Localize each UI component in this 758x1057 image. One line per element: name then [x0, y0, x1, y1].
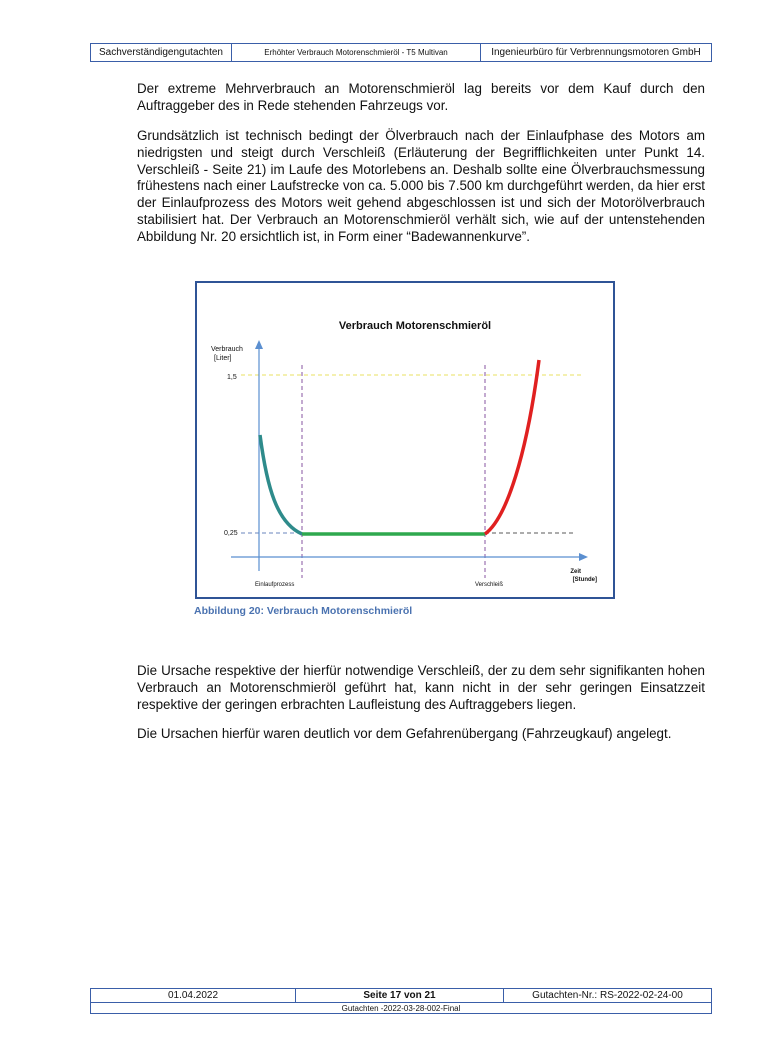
- x-axis-arrow: [579, 553, 588, 561]
- y-tick-lower: 0,25: [224, 530, 238, 537]
- footer-page-number: Seite 17 von 21: [296, 989, 504, 1002]
- bathtub-chart: [197, 283, 613, 597]
- page-header: [90, 43, 712, 62]
- paragraph-2: Grundsätzlich ist technisch bedingt der Ölverbrauch nach der Einlaufphase des Motors am niedrigsten und steigt durch Verschleiß (Erläuterung der Begrifflichkeiten unter Punkt 14. Verschleiß - Seite 21) im Laufe des Motorlebens an. Deshalb sollte eine Ölverbrauchsmessung frühestens nach einer Laufstrecke von ca. 5.000 bis 7.500 km durchgeführt werden, da hier erst der Einlaufprozess des Motors weit gehend abgeschlossen ist und sich der Motorölverbrauch stabilisiert hat. Der Verbrauch an Motorenschmieröl verhält sich, wie auf der untenstehenden Abbildung Nr. 20 ersichtlich ist, in Form einer “Badewannenkurve”.: [137, 128, 705, 244]
- paragraph-4: Die Ursachen hierfür waren deutlich vor dem Gefahrenübergang (Fahrzeugkauf) angelegt.: [137, 726, 672, 741]
- footer-file-name: Gutachten -2022-03-28-002-Final: [341, 1004, 461, 1013]
- phase-label-verschleiss: Verschleiß: [475, 582, 504, 588]
- phase-label-einlauf: Einlaufprozess: [255, 582, 295, 588]
- paragraph-3: Die Ursache respektive der hierfür notwendige Verschleiß, der zu dem sehr signifikanten hohen Verbrauch an Motorenschmieröl geführt hat, kann nicht in der sehr geringen Einsatzzeit respektive der geringen erbrachten Laufleistung des Auftraggebers liegen.: [137, 663, 705, 712]
- header-center: Erhöhter Verbrauch Motorenschmieröl - T5 Multivan: [232, 44, 481, 61]
- page-footer: [90, 988, 712, 1014]
- y-axis-label-2: [Liter]: [214, 355, 232, 362]
- footer-date: 01.04.2022: [91, 989, 296, 1002]
- curve-run-in: [260, 435, 302, 534]
- footer-report-number: Gutachten-Nr.: RS-2022-02-24-00: [532, 990, 683, 1001]
- chart-title: Verbrauch Motorenschmieröl: [338, 320, 492, 332]
- y-axis-arrow: [255, 340, 263, 349]
- curve-wear: [485, 360, 539, 534]
- paragraph-1: Der extreme Mehrverbrauch an Motorenschmieröl lag bereits vor dem Kauf durch den Auftraggeber des in Rede stehenden Fahrzeugs vor.: [137, 81, 705, 113]
- header-right: Ingenieurbüro für Verbrennungsmotoren GmbH: [491, 47, 701, 58]
- y-tick-upper: 1,5: [227, 374, 237, 381]
- x-axis-label-1: Zeit: [570, 569, 581, 575]
- figure-caption: Abbildung 20: Verbrauch Motorenschmieröl: [194, 605, 413, 617]
- y-axis-label-1: Verbrauch: [211, 346, 243, 353]
- oil-consumption-figure: [195, 281, 615, 599]
- x-axis-label-2: [Stunde]: [572, 577, 597, 583]
- header-left: Sachverständigengutachten: [91, 44, 232, 61]
